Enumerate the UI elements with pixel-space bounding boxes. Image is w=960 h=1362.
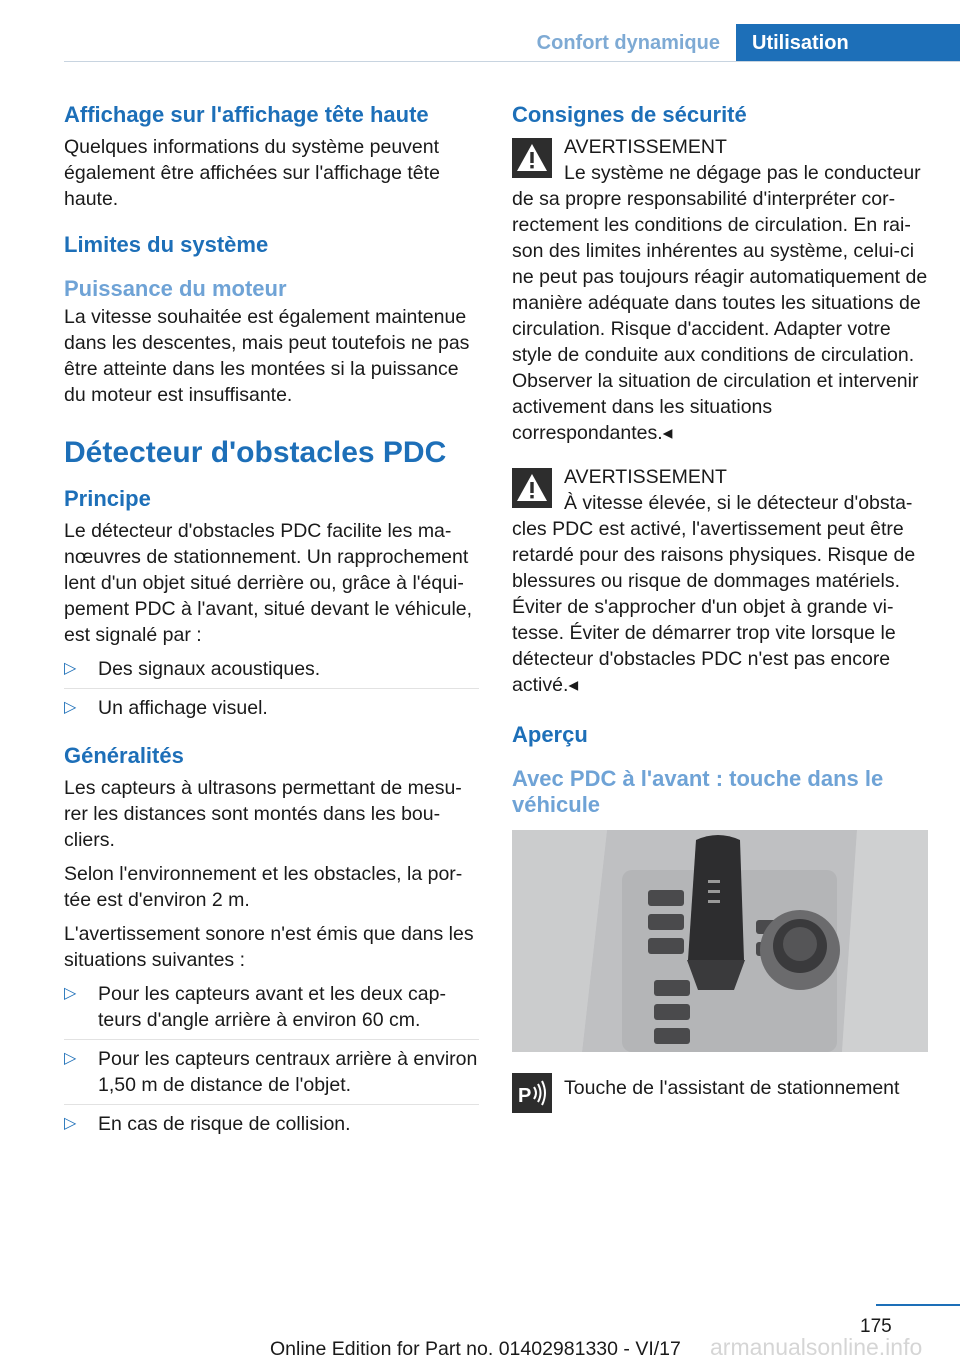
list-item: ▷ Pour les capteurs centraux arrière à environ 1,50 m de distance de l'objet. — [64, 1046, 479, 1105]
generalites-text-1: Les capteurs à ultrasons permettant de mesurer les distances sont montés dans les boucliers. — [64, 777, 462, 851]
subsection-title-pdc-avant: Avec PDC à l'avant : touche dans le véhicule — [512, 766, 884, 817]
tab-confort-dynamique[interactable]: Confort dynamique — [536, 31, 720, 54]
triangle-bullet-icon: ▷ — [64, 985, 77, 1002]
parking-assistant-icon — [512, 1073, 552, 1113]
warning-triangle-icon — [512, 138, 552, 178]
svg-text:P: P — [518, 1085, 532, 1107]
warning-triangle-icon — [512, 468, 552, 508]
generalites-list — [64, 981, 479, 1143]
section-title-generalites: Généralités — [64, 743, 184, 768]
triangle-bullet-icon: ▷ — [64, 660, 77, 677]
triangle-bullet-icon: ▷ — [64, 1050, 77, 1067]
warning-block-2 — [512, 464, 930, 698]
center-console-photo — [512, 830, 928, 1052]
section-title-apercu: Aperçu — [512, 722, 588, 747]
footer-divider — [876, 1304, 960, 1306]
chapter-title-pdc: Détecteur d'obstacles PDC — [64, 436, 447, 469]
subsection-title-puissance: Puissance du moteur — [64, 276, 287, 301]
warning-1-text: Le système ne dégage pas le conducteur de sa propre responsabilité d'interpréter correctement les conditions de circulation. En raison des limites inhérentes au système, celui-ci ne peut pas toujours réagir automatiquement de manière adéquate dans toutes les situations de circulation. Risque d'accident. Adapter votre style de conduite aux conditions de circulation. Observer la situation de circulation et intervenir activement dans les situations correspondantes.◂ — [512, 162, 928, 444]
principe-list — [64, 656, 479, 727]
warning-2-text: À vitesse élevée, si le détecteur d'obstacles PDC est activé, l'avertissement peut être retardé pour des raisons physiques. Risque de blessures ou risque de dommages matériels. Éviter de s'approcher d'un objet à grande vitesse. Éviter de démarrer trop vite lorsque le détecteur d'obstacles PDC n'est pas encore activé.◂ — [512, 492, 916, 696]
section-title-limites: Limites du système — [64, 232, 269, 257]
warning-block-1 — [512, 134, 930, 446]
triangle-bullet-icon: ▷ — [64, 699, 77, 716]
puissance-text: La vitesse souhaitée est également maintenue dans les descentes, mais peut toutefois ne pas être atteinte dans les montées si la puissance du moteur est insuffisante. — [64, 306, 470, 406]
list-item: ▷ Un affichage visuel. — [64, 697, 268, 719]
caption-parking-assistant — [512, 1073, 930, 1113]
right-column — [512, 100, 930, 1113]
generalites-text-3: L'avertissement sonore n'est émis que dans les situations suivantes : — [64, 923, 474, 971]
warning-1-title: AVERTISSEMENT — [564, 136, 727, 158]
tab-utilisation[interactable]: Utilisation — [736, 24, 960, 62]
header-divider — [64, 61, 960, 62]
left-column — [64, 100, 479, 1149]
section-title-securite: Consignes de sécurité — [512, 102, 747, 127]
caption-text: Touche de l'assistant de stationnement — [564, 1077, 900, 1099]
list-item: ▷ Pour les capteurs avant et les deux capteurs d'angle arrière à environ 60 cm. — [64, 981, 479, 1040]
principe-text: Le détecteur d'obstacles PDC facilite les manœuvres de stationnement. Un rapprochement lent d'un objet situé derrière ou, grâce à l'équipement PDC à l'avant, situé devant le véhicule, est signalé par : — [64, 520, 473, 646]
section-title-principe: Principe — [64, 486, 151, 511]
hud-text: Quelques informations du système peuvent également être affichées sur l'affichage tête haute. — [64, 136, 440, 210]
section-title-hud: Affichage sur l'affichage tête haute — [64, 102, 429, 127]
triangle-bullet-icon: ▷ — [64, 1115, 77, 1132]
watermark: armanualsonline.info — [710, 1334, 923, 1360]
page-number: 175 — [860, 1316, 892, 1337]
header-tabs — [520, 24, 960, 62]
edition-text: Online Edition for Part no. 01402981330 - VI/17 — [270, 1338, 681, 1360]
generalites-text-2: Selon l'environnement et les obstacles, la portée est d'environ 2 m. — [64, 863, 463, 911]
list-item: ▷ En cas de risque de collision. — [64, 1113, 351, 1135]
list-item: ▷ Des signaux acoustiques. — [64, 656, 479, 689]
warning-2-title: AVERTISSEMENT — [564, 466, 727, 488]
